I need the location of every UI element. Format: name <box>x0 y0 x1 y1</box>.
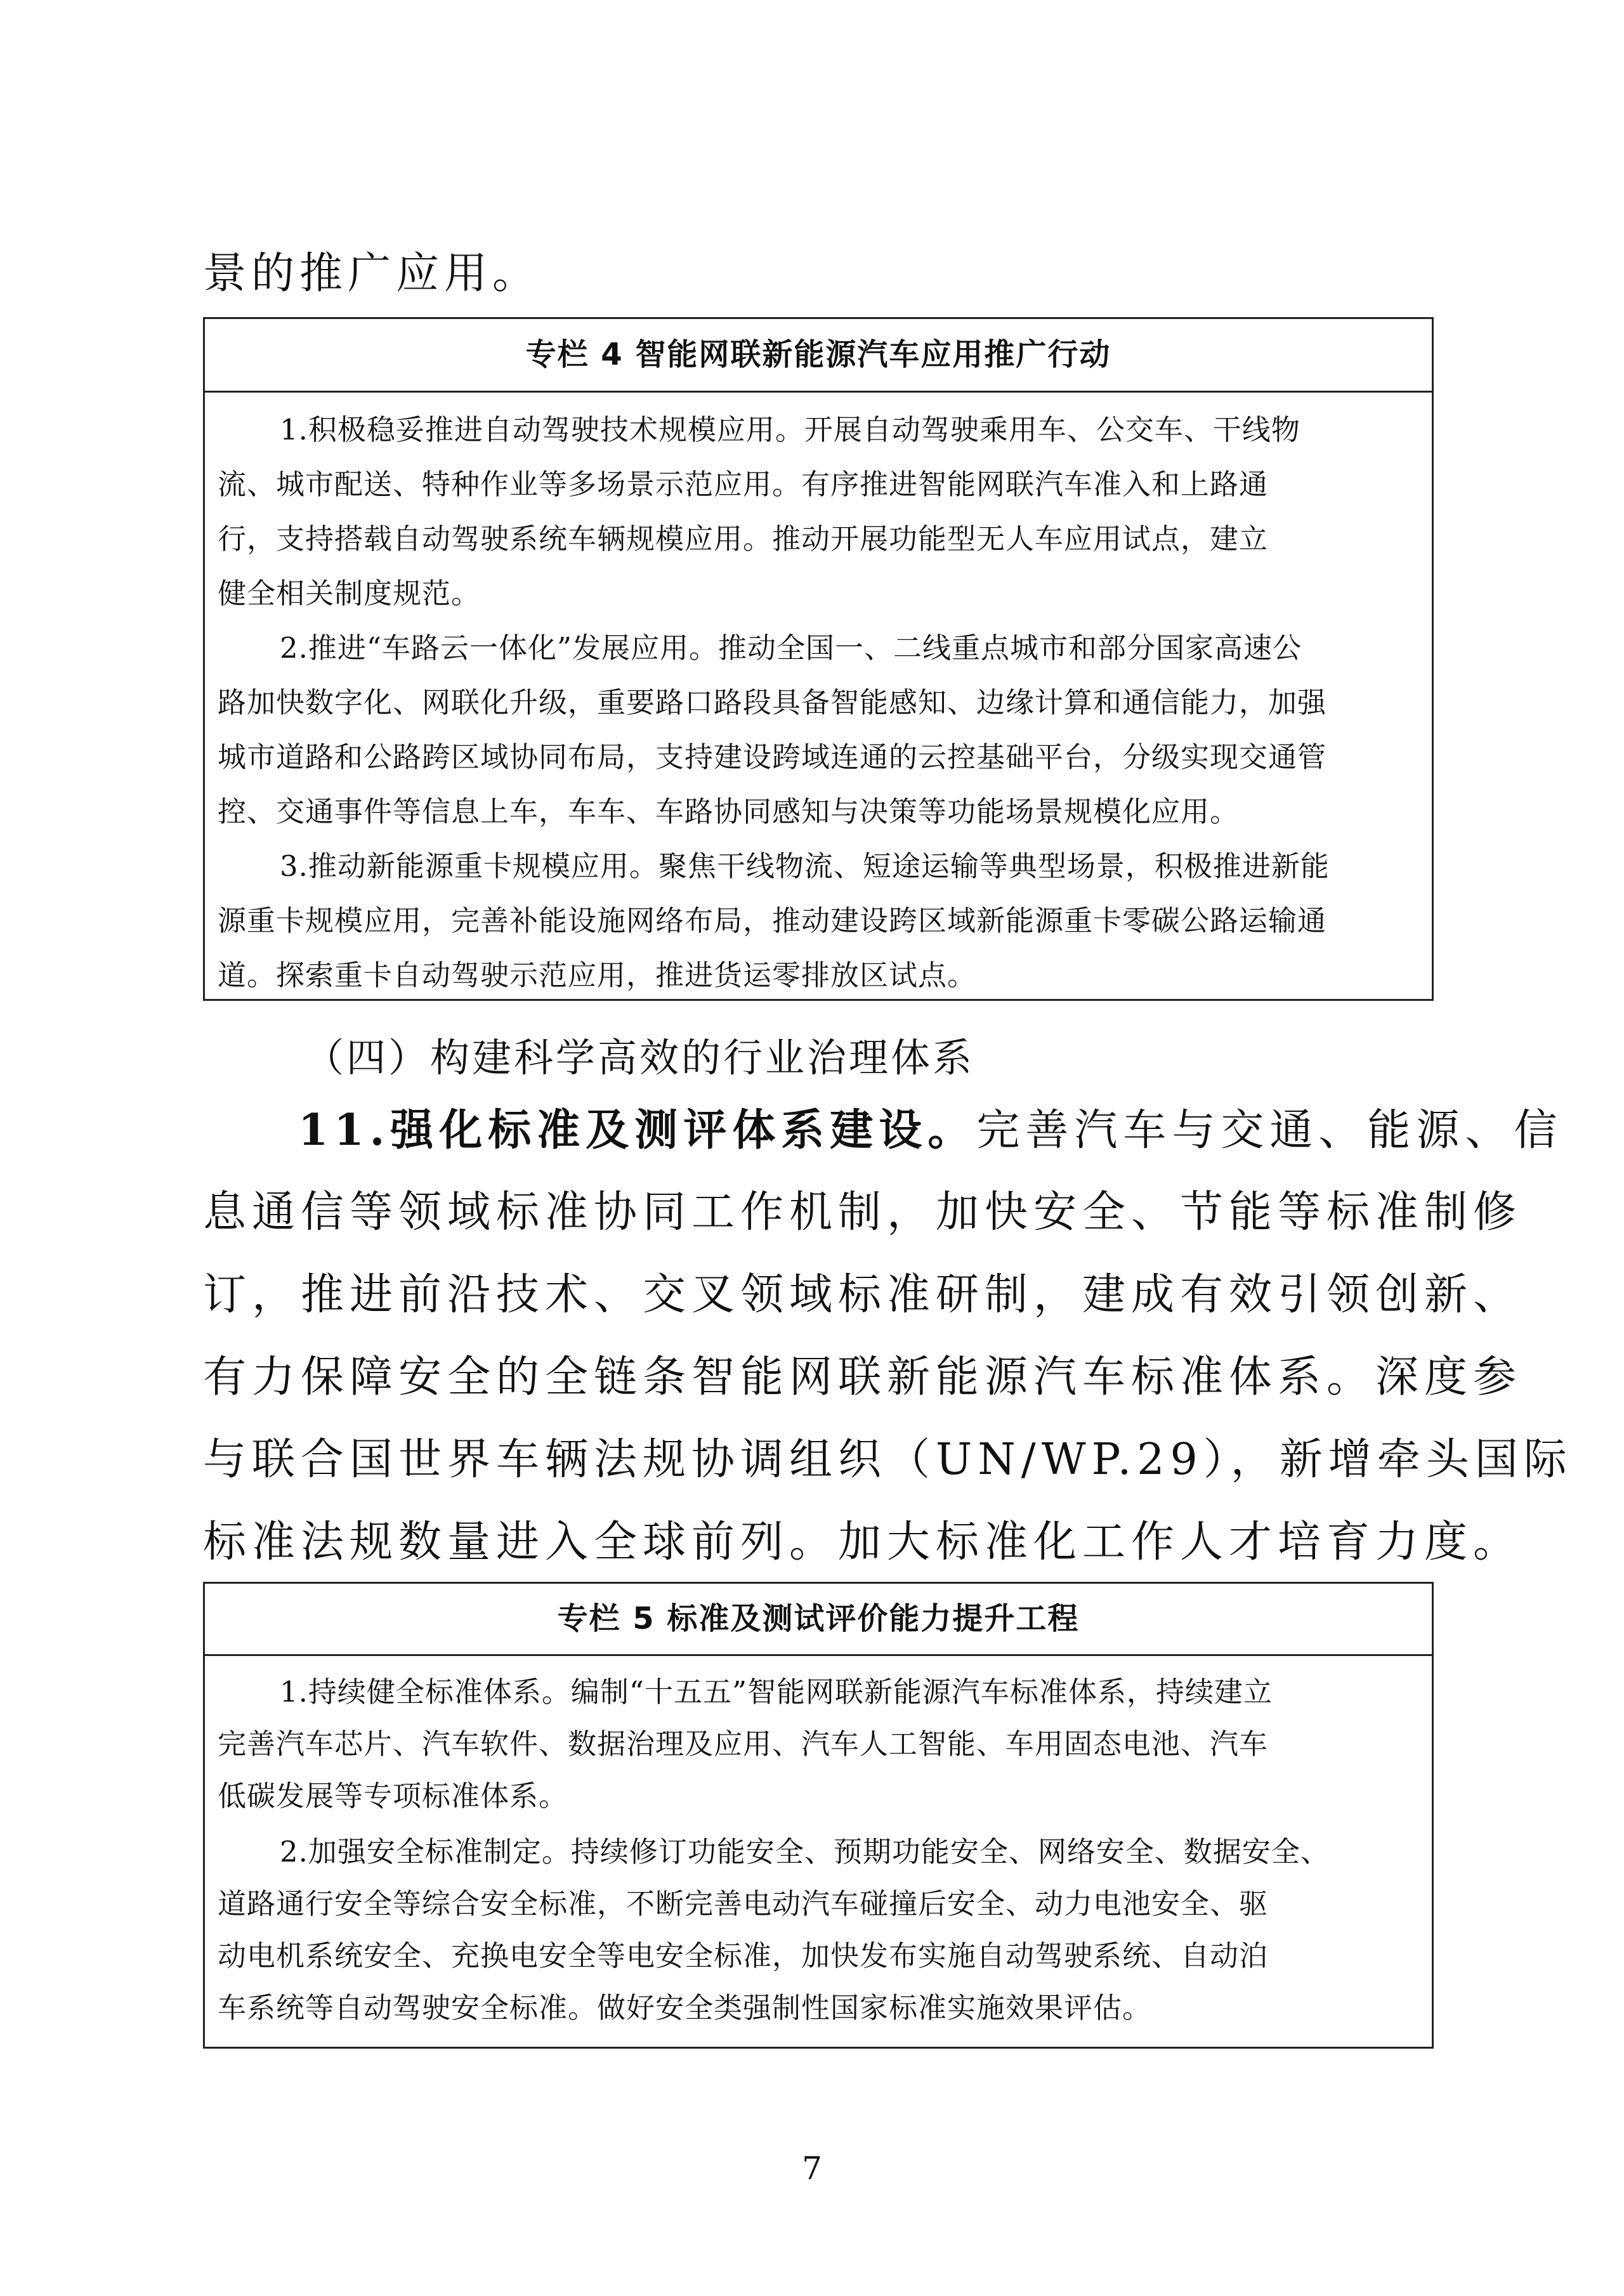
box4-line: 行，支持搭载自动驾驶系统车辆规模应用。推动开展功能型无人车应用试点，建立 <box>218 522 1269 556</box>
para11-first-rest: 完善汽车与交通、能源、信 <box>976 1106 1563 1156</box>
para11-line: 标准法规数量进入全球前列。加大标准化工作人才培育力度。 <box>203 1517 1522 1567</box>
box5-line: 完善汽车芯片、汽车软件、数据治理及应用、汽车人工智能、车用固态电池、汽车 <box>218 1727 1269 1761</box>
intro-line: 景的推广应用。 <box>203 249 541 299</box>
page-number: 7 <box>802 2150 822 2187</box>
para11-line: 与联合国世界车辆法规协调组织（UN/WP.29），新增牵头国际 <box>203 1435 1573 1485</box>
box4-line: 路加快数字化、网联化升级，重要路口路段具备智能感知、边缘计算和通信能力，加强 <box>218 686 1327 719</box>
box5-line: 道路通行安全等综合安全标准，不断完善电动汽车碰撞后安全、动力电池安全、驱 <box>218 1887 1269 1921</box>
para11-line-1 <box>298 1105 1563 1156</box>
para11-line: 订，推进前沿技术、交叉领域标准研制，建成有效引领创新、 <box>203 1270 1522 1320</box>
box4-line: 3.推动新能源重卡规模应用。聚焦干线物流、短途运输等典型场景，积极推进新能 <box>280 849 1330 883</box>
box5-line: 动电机系统安全、充换电安全等电安全标准，加快发布实施自动驾驶系统、自动泊 <box>218 1939 1269 1973</box>
section-heading: （四）构建科学高效的行业治理体系 <box>304 1034 975 1081</box>
box5-line: 1.持续健全标准体系。编制“十五五”智能网联新能源汽车标准体系，持续建立 <box>280 1675 1273 1709</box>
box4-line: 道。探索重卡自动驾驶示范应用，推进货运零排放区试点。 <box>218 958 977 992</box>
box4-line: 控、交通事件等信息上车，车车、车路协同感知与决策等功能场景规模化应用。 <box>218 795 1240 828</box>
box-column-5 <box>203 1582 1434 2049</box>
para11-line: 息通信等领域标准协同工作机制，加快安全、节能等标准制修 <box>203 1187 1522 1237</box>
para11-line: 有力保障安全的全链条智能网联新能源汽车标准体系。深度参 <box>203 1352 1522 1402</box>
box4-line: 源重卡规模应用，完善补能设施网络布局，推动建设跨区域新能源重卡零碳公路运输通 <box>218 904 1327 937</box>
box-column-5-title: 专栏 5 标准及测试评价能力提升工程 <box>205 1584 1432 1656</box>
box4-line: 1.积极稳妥推进自动驾驶技术规模应用。开展自动驾驶乘用车、公交车、干线物 <box>280 413 1300 447</box>
box-column-4-title: 专栏 4 智能网联新能源汽车应用推广行动 <box>205 319 1432 393</box>
box4-line: 流、城市配送、特种作业等多场景示范应用。有序推进智能网联汽车准入和上路通 <box>218 467 1269 501</box>
box4-line: 城市道路和公路跨区域协同布局，支持建设跨域连通的云控基础平台，分级实现交通管 <box>218 740 1327 774</box>
box4-line: 2.推进“车路云一体化”发展应用。推动全国一、二线重点城市和部分国家高速公 <box>280 631 1302 665</box>
para11-lead: 11.强化标准及测评体系建设。 <box>298 1105 977 1156</box>
box4-line: 健全相关制度规范。 <box>218 577 481 610</box>
box5-line: 车系统等自动驾驶安全标准。做好安全类强制性国家标准实施效果评估。 <box>218 1991 1152 2025</box>
box5-line: 低碳发展等专项标准体系。 <box>218 1779 568 1813</box>
box5-line: 2.加强安全标准制定。持续修订功能安全、预期功能安全、网络安全、数据安全、 <box>280 1835 1330 1869</box>
box-column-4 <box>203 317 1434 1001</box>
